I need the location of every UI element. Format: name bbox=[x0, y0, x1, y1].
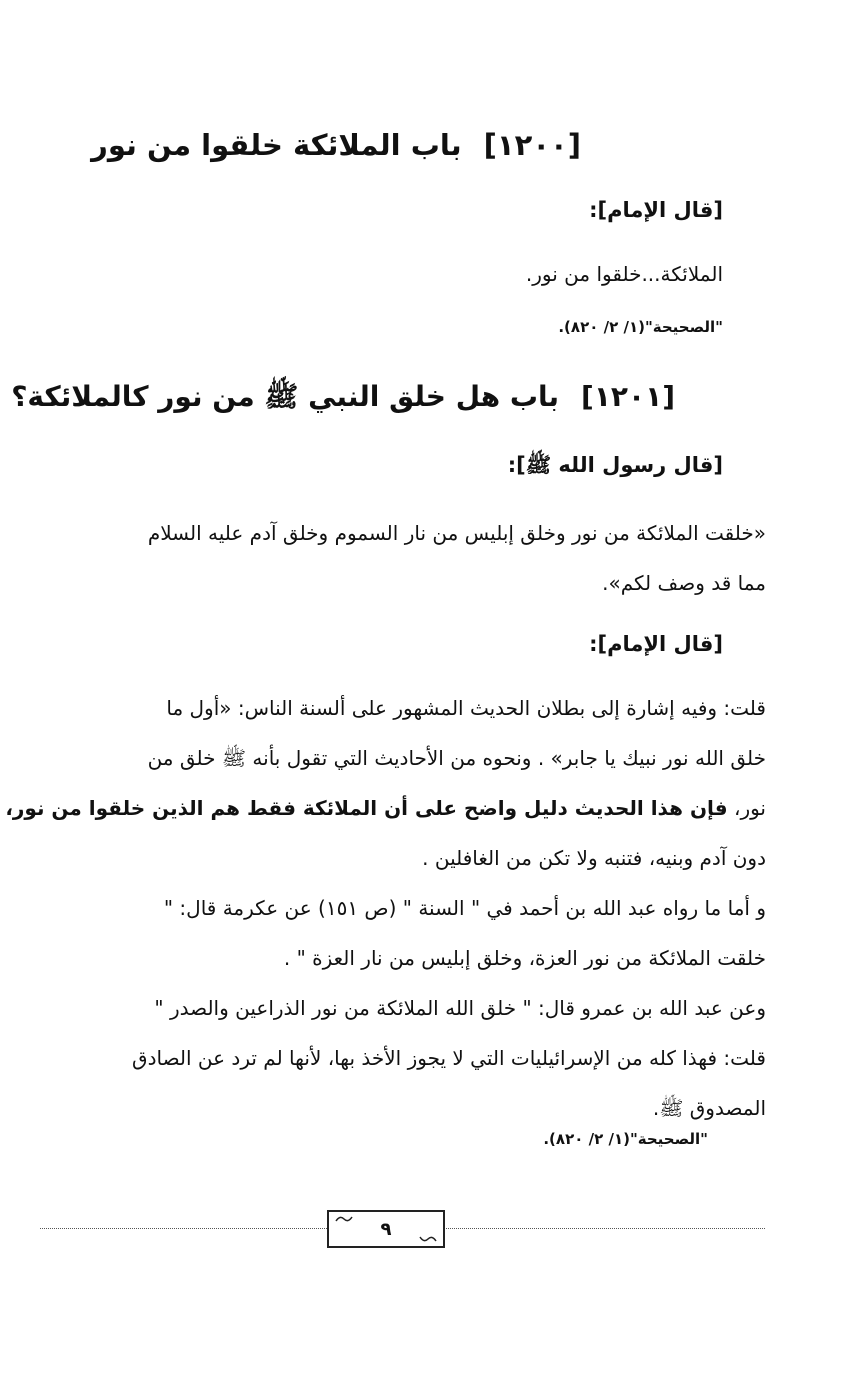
commentary-line-2: خلق الله نور نبيك يا جابر» . ونحوه من الأحاديث التي تقول بأنه ﷺ خلق من bbox=[147, 746, 766, 770]
commentary-line-1: قلت: وفيه إشارة إلى بطلان الحديث المشهور على ألسنة الناس: «أول ما bbox=[166, 696, 766, 720]
commentary-paragraph-1 bbox=[5, 683, 766, 883]
section-1201-reference: "الصحيحة"(١/ ٢/ ٨٢٠). bbox=[543, 1130, 708, 1148]
ikrima-line-1: و أما ما رواه عبد الله بن أحمد في " السنة " (ص ١٥١) عن عكرمة قال: " bbox=[163, 896, 766, 920]
prophet-label: [قال رسول الله ﷺ]: bbox=[507, 453, 723, 477]
section-1201-title: باب هل خلق النبي ﷺ من نور كالملائكة؟ bbox=[11, 380, 560, 413]
frame-ornament-icon bbox=[335, 1215, 353, 1223]
ikrima-line-2: خلقت الملائكة من نور العزة، وخلق إبليس من نار العزة " . bbox=[283, 946, 766, 970]
page-number-frame bbox=[327, 1210, 445, 1248]
section-1200-text: الملائكة...خلقوا من نور. bbox=[525, 262, 723, 286]
hadith-paragraph bbox=[32, 508, 766, 608]
commentary-paragraph-2 bbox=[32, 883, 766, 983]
hadith-line-1: «خلقت الملائكة من نور وخلق إبليس من نار السموم وخلق آدم عليه السلام bbox=[147, 521, 766, 545]
hadith-line-2: مما قد وصف لكم». bbox=[602, 571, 766, 595]
commentary-line-3 bbox=[5, 783, 766, 833]
ibn-amr-line-2: قلت: فهذا كله من الإسرائيليات التي لا يجوز الأخذ بها، لأنها لم ترد عن الصادق bbox=[132, 1046, 766, 1070]
commentary-line-3-bold: فإن هذا الحديث دليل واضح على أن الملائكة فقط هم الذين خلقوا من نور، bbox=[5, 796, 728, 820]
frame-ornament-icon bbox=[419, 1235, 437, 1243]
section-1200-heading bbox=[91, 128, 581, 162]
commentary-paragraph-3 bbox=[32, 983, 766, 1133]
imam-label-1: [قال الإمام]: bbox=[589, 198, 723, 222]
ibn-amr-line-1: وعن عبد الله بن عمرو قال: " خلق الله الملائكة من نور الذراعين والصدر " bbox=[154, 996, 766, 1020]
section-1200-title: باب الملائكة خلقوا من نور bbox=[91, 128, 462, 162]
commentary-line-4: دون آدم وبنيه، فتنبه ولا تكن من الغافلين . bbox=[422, 846, 766, 870]
commentary-line-3-start: نور، bbox=[727, 796, 766, 820]
section-1201-number: [١٢٠١] bbox=[581, 380, 675, 413]
page-number: ٩ bbox=[380, 1218, 392, 1240]
section-1200-reference: "الصحيحة"(١/ ٢/ ٨٢٠). bbox=[558, 318, 723, 336]
section-1201-heading bbox=[11, 380, 675, 420]
imam-label-2: [قال الإمام]: bbox=[589, 632, 723, 656]
ibn-amr-line-3: المصدوق ﷺ. bbox=[652, 1096, 766, 1120]
section-1200-number: [١٢٠٠] bbox=[483, 128, 581, 162]
